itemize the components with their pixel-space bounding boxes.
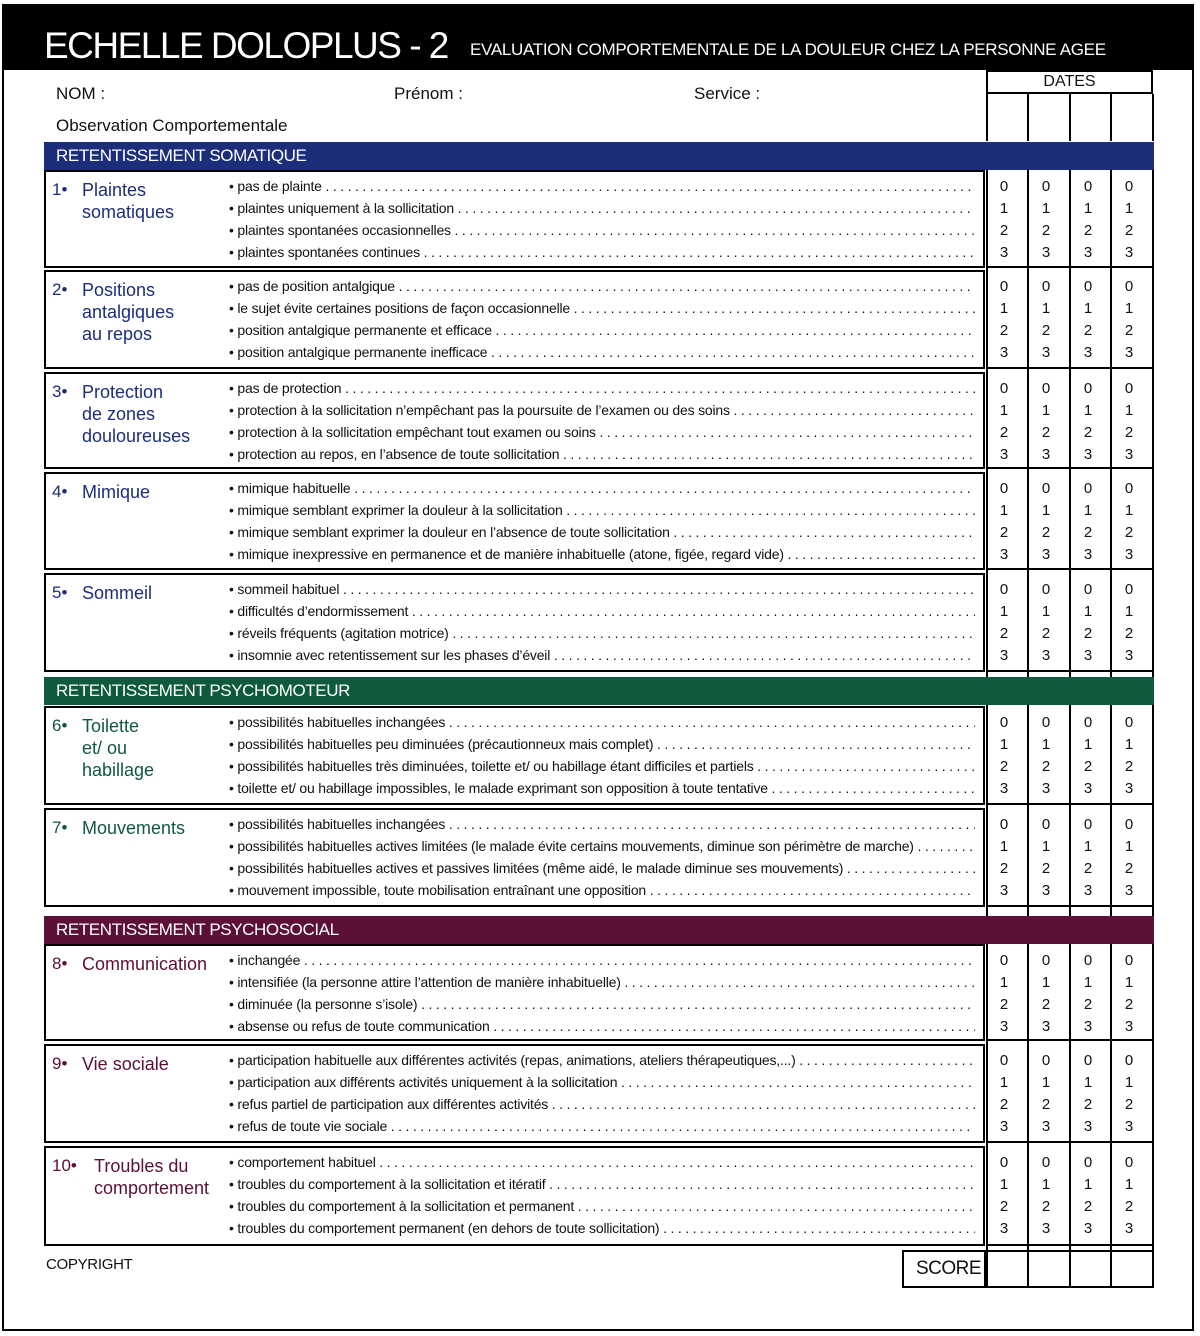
score-column-line bbox=[1027, 944, 1029, 1250]
score-option[interactable]: 2 bbox=[1083, 758, 1093, 775]
form-title: ECHELLE DOLOPLUS - 2 bbox=[44, 25, 448, 66]
section-header: RETENTISSEMENT SOMATIQUE bbox=[44, 142, 1154, 170]
score-option[interactable]: 1 bbox=[1124, 603, 1134, 620]
item-name: Mouvements bbox=[82, 818, 186, 838]
criterion-text: • participation habituelle aux différentes activités (repas, animations, ateliers thérapeutiques,...) . . . bbox=[229, 1050, 975, 1070]
item-name: antalgiques bbox=[82, 302, 175, 322]
score-option[interactable]: 0 bbox=[1041, 952, 1051, 969]
score-option[interactable]: 1 bbox=[1124, 974, 1134, 991]
score-column-line bbox=[1110, 705, 1112, 916]
score-column-line bbox=[1027, 705, 1029, 916]
score-option[interactable]: 1 bbox=[999, 502, 1009, 519]
score-option[interactable]: 0 bbox=[1083, 816, 1093, 833]
score-option[interactable]: 3 bbox=[1083, 780, 1093, 797]
criterion-text: • mimique habituelle . . . bbox=[229, 478, 975, 498]
score-option[interactable]: 1 bbox=[1124, 402, 1134, 419]
score-option[interactable]: 1 bbox=[1124, 300, 1134, 317]
item-number: 3• bbox=[52, 382, 68, 401]
criterion-text: • absense ou refus de toute communication . . . bbox=[229, 1016, 975, 1036]
score-option[interactable]: 2 bbox=[1041, 222, 1051, 239]
score-option[interactable]: 0 bbox=[1124, 1052, 1134, 1069]
score-option[interactable]: 0 bbox=[1083, 714, 1093, 731]
score-option[interactable]: 3 bbox=[1124, 1118, 1134, 1135]
score-option[interactable]: 0 bbox=[1124, 952, 1134, 969]
score-option[interactable]: 3 bbox=[1124, 1018, 1134, 1035]
criterion-text: • refus partiel de participation aux différentes activités . . . bbox=[229, 1094, 975, 1114]
score-option[interactable]: 2 bbox=[1124, 222, 1134, 239]
criterion-text: • mimique semblant exprimer la douleur en l’absence de toute sollicitation . . . bbox=[229, 522, 975, 542]
score-option[interactable]: 1 bbox=[1041, 1176, 1051, 1193]
score-option[interactable]: 0 bbox=[999, 178, 1009, 195]
criterion-text: • le sujet évite certaines positions de façon occasionnelle . . . bbox=[229, 298, 975, 318]
score-option[interactable]: 0 bbox=[999, 816, 1009, 833]
date-column-2[interactable] bbox=[1027, 94, 1069, 141]
item-number: 6• bbox=[52, 716, 68, 735]
criterion-text: • refus de toute vie sociale . . . bbox=[229, 1116, 975, 1136]
score-option[interactable]: 1 bbox=[999, 603, 1009, 620]
form-subtitle: EVALUATION COMPORTEMENTALE DE LA DOULEUR CHEZ LA PERSONNE AGEE bbox=[470, 40, 1106, 59]
item-number: 1• bbox=[52, 180, 68, 199]
score-option[interactable]: 3 bbox=[1083, 1118, 1093, 1135]
item-number: 7• bbox=[52, 818, 68, 837]
criterion-text: • position antalgique permanente inefficace . . . bbox=[229, 342, 975, 362]
score-option[interactable]: 2 bbox=[1041, 424, 1051, 441]
score-option[interactable]: 3 bbox=[1083, 647, 1093, 664]
item-name: et/ ou bbox=[82, 738, 128, 758]
score-column-line bbox=[1152, 705, 1154, 916]
score-option[interactable]: 2 bbox=[1083, 625, 1093, 642]
score-option[interactable]: 2 bbox=[1124, 860, 1134, 877]
criterion-text: • plaintes spontanées continues . . . bbox=[229, 242, 975, 262]
score-option[interactable]: 2 bbox=[1083, 524, 1093, 541]
score-option[interactable]: 2 bbox=[1041, 758, 1051, 775]
score-option[interactable]: 2 bbox=[1083, 860, 1093, 877]
score-option[interactable]: 3 bbox=[1041, 1018, 1051, 1035]
score-option[interactable]: 3 bbox=[1041, 244, 1051, 261]
score-option[interactable]: 0 bbox=[999, 1154, 1009, 1171]
score-option[interactable]: 1 bbox=[1041, 300, 1051, 317]
score-option[interactable]: 3 bbox=[1041, 647, 1051, 664]
score-option[interactable]: 2 bbox=[1124, 524, 1134, 541]
score-option[interactable]: 1 bbox=[999, 974, 1009, 991]
score-option[interactable]: 0 bbox=[1124, 380, 1134, 397]
score-option[interactable]: 2 bbox=[999, 222, 1009, 239]
score-option[interactable]: 2 bbox=[999, 1198, 1009, 1215]
score-option[interactable]: 0 bbox=[999, 1052, 1009, 1069]
score-column-line bbox=[1152, 170, 1154, 677]
observation-label: Observation Comportementale bbox=[56, 116, 288, 135]
score-option[interactable]: 1 bbox=[1124, 200, 1134, 217]
score-divider bbox=[1110, 1252, 1112, 1286]
score-column-line bbox=[1027, 170, 1029, 677]
item-name: Toilette bbox=[82, 716, 140, 736]
score-option[interactable]: 0 bbox=[999, 952, 1009, 969]
score-option[interactable]: 1 bbox=[1041, 402, 1051, 419]
score-option[interactable]: 1 bbox=[1083, 974, 1093, 991]
score-column-line bbox=[986, 170, 988, 677]
criterion-text: • possibilités habituelles inchangées . . . bbox=[229, 814, 975, 834]
score-option[interactable]: 0 bbox=[1124, 480, 1134, 497]
item-name: au repos bbox=[82, 324, 153, 344]
score-option[interactable]: 0 bbox=[1083, 1154, 1093, 1171]
criterion-text: • possibilités habituelles inchangées . . . bbox=[229, 712, 975, 732]
criterion-text: • troubles du comportement permanent (en dehors de toute sollicitation) . . . bbox=[229, 1218, 975, 1238]
score-option[interactable]: 1 bbox=[1083, 502, 1093, 519]
score-option[interactable]: 0 bbox=[1083, 178, 1093, 195]
item-name: Troubles du bbox=[94, 1156, 189, 1176]
score-option[interactable]: 2 bbox=[1124, 758, 1134, 775]
score-column-line bbox=[1110, 944, 1112, 1250]
score-option[interactable]: 1 bbox=[1041, 838, 1051, 855]
score-option[interactable]: 0 bbox=[1083, 278, 1093, 295]
score-option[interactable]: 0 bbox=[999, 380, 1009, 397]
score-option[interactable]: 0 bbox=[1083, 1052, 1093, 1069]
score-column-line bbox=[1110, 170, 1112, 677]
criterion-text: • protection à la sollicitation empêchant tout examen ou soins . . . bbox=[229, 422, 975, 442]
score-option[interactable]: 1 bbox=[1124, 838, 1134, 855]
score-option[interactable]: 0 bbox=[1124, 1154, 1134, 1171]
score-column-line bbox=[1069, 170, 1071, 677]
score-option[interactable]: 2 bbox=[999, 424, 1009, 441]
score-option[interactable]: 2 bbox=[1124, 996, 1134, 1013]
score-option[interactable]: 1 bbox=[1083, 838, 1093, 855]
score-option[interactable]: 3 bbox=[1124, 647, 1134, 664]
criterion-text: • inchangée . . . bbox=[229, 950, 975, 970]
item-name: de zones bbox=[82, 404, 156, 424]
score-option[interactable]: 3 bbox=[999, 780, 1009, 797]
score-option[interactable]: 3 bbox=[1124, 244, 1134, 261]
score-option[interactable]: 1 bbox=[1041, 200, 1051, 217]
score-option[interactable]: 0 bbox=[1083, 581, 1093, 598]
score-option[interactable]: 0 bbox=[1041, 480, 1051, 497]
criterion-text: • plaintes spontanées occasionnelles . . . bbox=[229, 220, 975, 240]
service-label: Service : bbox=[694, 84, 761, 103]
criterion-text: • protection au repos, en l’absence de toute sollicitation . . . bbox=[229, 444, 975, 464]
criterion-text: • possibilités habituelles peu diminuées (précautionneux mais complet) . . . bbox=[229, 734, 975, 754]
score-option[interactable]: 0 bbox=[1041, 581, 1051, 598]
criterion-text: • protection à la sollicitation n’empêchant pas la poursuite de l’examen ou des soins . . . bbox=[229, 400, 975, 420]
score-option[interactable]: 3 bbox=[1124, 446, 1134, 463]
score-option[interactable]: 1 bbox=[1041, 1074, 1051, 1091]
criterion-text: • insomnie avec retentissement sur les phases d’éveil . . . bbox=[229, 645, 975, 665]
score-option[interactable]: 2 bbox=[1083, 1198, 1093, 1215]
score-option[interactable]: 0 bbox=[1124, 278, 1134, 295]
criterion-text: • pas de position antalgique . . . bbox=[229, 276, 975, 296]
score-option[interactable]: 1 bbox=[999, 300, 1009, 317]
score-option[interactable]: 0 bbox=[1041, 380, 1051, 397]
item-number: 10• bbox=[52, 1156, 77, 1175]
score-option[interactable]: 0 bbox=[1041, 278, 1051, 295]
score-option[interactable]: 2 bbox=[1083, 996, 1093, 1013]
item-name: somatiques bbox=[82, 202, 175, 222]
score-option[interactable]: 2 bbox=[999, 758, 1009, 775]
score-option[interactable]: 1 bbox=[999, 200, 1009, 217]
score-option[interactable]: 2 bbox=[1124, 322, 1134, 339]
score-option[interactable]: 3 bbox=[1041, 882, 1051, 899]
score-option[interactable]: 0 bbox=[999, 480, 1009, 497]
score-option[interactable]: 2 bbox=[1083, 322, 1093, 339]
score-option[interactable]: 3 bbox=[999, 1220, 1009, 1237]
score-option[interactable]: 3 bbox=[1083, 1018, 1093, 1035]
score-option[interactable]: 3 bbox=[1041, 446, 1051, 463]
score-column-line bbox=[1069, 705, 1071, 916]
score-option[interactable]: 2 bbox=[999, 625, 1009, 642]
score-option[interactable]: 1 bbox=[999, 736, 1009, 753]
score-option[interactable]: 1 bbox=[1083, 402, 1093, 419]
score-option[interactable]: 1 bbox=[999, 838, 1009, 855]
score-option[interactable]: 1 bbox=[999, 1074, 1009, 1091]
score-column-line bbox=[1152, 944, 1154, 1250]
score-option[interactable]: 1 bbox=[1124, 1074, 1134, 1091]
score-option[interactable]: 1 bbox=[1124, 736, 1134, 753]
criterion-text: • pas de plainte . . . bbox=[229, 176, 975, 196]
score-option[interactable]: 2 bbox=[1083, 1096, 1093, 1113]
score-option[interactable]: 0 bbox=[999, 581, 1009, 598]
criterion-text: • troubles du comportement à la sollicitation et itératif . . . bbox=[229, 1174, 975, 1194]
item-number: 9• bbox=[52, 1054, 68, 1073]
score-option[interactable]: 3 bbox=[1124, 882, 1134, 899]
score-option[interactable]: 1 bbox=[1083, 300, 1093, 317]
score-option[interactable]: 2 bbox=[1083, 222, 1093, 239]
score-option[interactable]: 3 bbox=[1083, 244, 1093, 261]
score-option[interactable]: 3 bbox=[999, 546, 1009, 563]
score-total-row bbox=[986, 1250, 1154, 1288]
score-option[interactable]: 2 bbox=[1041, 524, 1051, 541]
score-option[interactable]: 3 bbox=[1083, 882, 1093, 899]
score-option[interactable]: 0 bbox=[1124, 581, 1134, 598]
criterion-text: • pas de protection . . . bbox=[229, 378, 975, 398]
score-option[interactable]: 0 bbox=[1041, 816, 1051, 833]
score-option[interactable]: 3 bbox=[1083, 1220, 1093, 1237]
criterion-text: • diminuée (la personne s’isole) . . . bbox=[229, 994, 975, 1014]
dates-header: DATES bbox=[986, 70, 1153, 94]
score-option[interactable]: 0 bbox=[999, 714, 1009, 731]
score-option[interactable]: 0 bbox=[1041, 178, 1051, 195]
item-name: comportement bbox=[94, 1178, 210, 1198]
criterion-text: • possibilités habituelles actives et passives limitées (même aidé, le malade diminue ses mouvements) . . . bbox=[229, 858, 975, 878]
score-option[interactable]: 3 bbox=[999, 1118, 1009, 1135]
item-name: Vie sociale bbox=[82, 1054, 169, 1074]
score-option[interactable]: 2 bbox=[999, 860, 1009, 877]
date-column-3[interactable] bbox=[1069, 94, 1111, 141]
prenom-label: Prénom : bbox=[394, 84, 463, 103]
item-name: douloureuses bbox=[82, 426, 191, 446]
score-option[interactable]: 3 bbox=[1041, 1118, 1051, 1135]
score-option[interactable]: 0 bbox=[1124, 178, 1134, 195]
date-column-1[interactable] bbox=[986, 94, 1028, 141]
score-option[interactable]: 3 bbox=[1083, 546, 1093, 563]
item-number: 4• bbox=[52, 482, 68, 501]
item-number: 5• bbox=[52, 583, 68, 602]
score-option[interactable]: 1 bbox=[1083, 1074, 1093, 1091]
score-column-line bbox=[986, 944, 988, 1250]
criterion-text: • difficultés d’endormissement . . . bbox=[229, 601, 975, 621]
score-option[interactable]: 3 bbox=[999, 647, 1009, 664]
score-option[interactable]: 0 bbox=[1083, 952, 1093, 969]
item-name: Communication bbox=[82, 954, 208, 974]
score-option[interactable]: 2 bbox=[999, 322, 1009, 339]
score-label: SCORE bbox=[902, 1250, 986, 1288]
criterion-text: • mimique semblant exprimer la douleur à la sollicitation . . . bbox=[229, 500, 975, 520]
section-header: RETENTISSEMENT PSYCHOSOCIAL bbox=[44, 916, 1154, 944]
score-option[interactable]: 2 bbox=[1124, 1096, 1134, 1113]
criterion-text: • mouvement impossible, toute mobilisation entraînant une opposition . . . bbox=[229, 880, 975, 900]
score-option[interactable]: 3 bbox=[1041, 546, 1051, 563]
item-name: Plaintes bbox=[82, 180, 147, 200]
criterion-text: • possibilités habituelles actives limitées (le malade évite certains mouvements, diminue son périmètre de marche) . . . bbox=[229, 836, 975, 856]
criterion-text: • position antalgique permanente et efficace . . . bbox=[229, 320, 975, 340]
score-column-line bbox=[986, 705, 988, 916]
score-option[interactable]: 2 bbox=[1041, 1198, 1051, 1215]
score-option[interactable]: 2 bbox=[1124, 625, 1134, 642]
score-option[interactable]: 1 bbox=[1041, 603, 1051, 620]
date-column-right-border bbox=[1152, 94, 1154, 141]
criterion-text: • toilette et/ ou habillage impossibles, le malade exprimant son opposition à toute tentative . . . bbox=[229, 778, 975, 798]
score-option[interactable]: 1 bbox=[1124, 1176, 1134, 1193]
score-option[interactable]: 2 bbox=[1083, 424, 1093, 441]
item-name: Protection bbox=[82, 382, 164, 402]
score-option[interactable]: 3 bbox=[1041, 780, 1051, 797]
score-option[interactable]: 1 bbox=[999, 1176, 1009, 1193]
score-option[interactable]: 2 bbox=[999, 1096, 1009, 1113]
score-option[interactable]: 0 bbox=[999, 278, 1009, 295]
score-option[interactable]: 1 bbox=[1083, 736, 1093, 753]
score-option[interactable]: 3 bbox=[1124, 1220, 1134, 1237]
score-option[interactable]: 3 bbox=[1083, 344, 1093, 361]
nom-label: NOM : bbox=[56, 84, 106, 103]
score-option[interactable]: 2 bbox=[1041, 1096, 1051, 1113]
score-option[interactable]: 1 bbox=[1041, 736, 1051, 753]
score-option[interactable]: 2 bbox=[1041, 860, 1051, 877]
item-name: Positions bbox=[82, 280, 156, 300]
criterion-text: • sommeil habituel . . . bbox=[229, 579, 975, 599]
score-option[interactable]: 2 bbox=[999, 524, 1009, 541]
title-bar bbox=[2, 4, 1194, 70]
score-option[interactable]: 3 bbox=[999, 446, 1009, 463]
score-option[interactable]: 3 bbox=[999, 1018, 1009, 1035]
score-option[interactable]: 0 bbox=[1041, 1154, 1051, 1171]
score-option[interactable]: 0 bbox=[1041, 1052, 1051, 1069]
score-divider bbox=[1069, 1252, 1071, 1286]
score-option[interactable]: 3 bbox=[1124, 780, 1134, 797]
score-divider bbox=[1027, 1252, 1029, 1286]
score-option[interactable]: 1 bbox=[1083, 1176, 1093, 1193]
score-option[interactable]: 2 bbox=[1041, 322, 1051, 339]
score-option[interactable]: 2 bbox=[1124, 1198, 1134, 1215]
score-option[interactable]: 3 bbox=[1083, 446, 1093, 463]
score-option[interactable]: 1 bbox=[1041, 502, 1051, 519]
score-option[interactable]: 2 bbox=[999, 996, 1009, 1013]
score-option[interactable]: 1 bbox=[1041, 974, 1051, 991]
score-option[interactable]: 3 bbox=[1124, 546, 1134, 563]
criterion-text: • participation aux différents activités uniquement à la sollicitation . . . bbox=[229, 1072, 975, 1092]
score-option[interactable]: 1 bbox=[1083, 200, 1093, 217]
criterion-text: • comportement habituel . . . bbox=[229, 1152, 975, 1172]
item-name: Mimique bbox=[82, 482, 151, 502]
item-number: 8• bbox=[52, 954, 68, 973]
score-option[interactable]: 3 bbox=[999, 344, 1009, 361]
score-option[interactable]: 3 bbox=[1041, 1220, 1051, 1237]
score-option[interactable]: 1 bbox=[999, 402, 1009, 419]
section-header: RETENTISSEMENT PSYCHOMOTEUR bbox=[44, 677, 1154, 705]
score-option[interactable]: 1 bbox=[1083, 603, 1093, 620]
score-option[interactable]: 2 bbox=[1124, 424, 1134, 441]
criterion-text: • possibilités habituelles très diminuées, toilette et/ ou habillage étant difficiles et partiels . . . bbox=[229, 756, 975, 776]
score-option[interactable]: 0 bbox=[1124, 714, 1134, 731]
score-option[interactable]: 0 bbox=[1124, 816, 1134, 833]
criterion-text: • troubles du comportement à la sollicitation et permanent . . . bbox=[229, 1196, 975, 1216]
criterion-text: • mimique inexpressive en permanence et de manière inhabituelle (atone, figée, regard vide) . . . bbox=[229, 544, 975, 564]
criterion-text: • intensifiée (la personne attire l’attention de manière inhabituelle) . . . bbox=[229, 972, 975, 992]
score-column-line bbox=[1069, 944, 1071, 1250]
score-option[interactable]: 1 bbox=[1124, 502, 1134, 519]
score-option[interactable]: 3 bbox=[1041, 344, 1051, 361]
score-option[interactable]: 0 bbox=[1083, 380, 1093, 397]
score-option[interactable]: 0 bbox=[1041, 714, 1051, 731]
score-option[interactable]: 0 bbox=[1083, 480, 1093, 497]
score-option[interactable]: 3 bbox=[999, 882, 1009, 899]
score-option[interactable]: 2 bbox=[1041, 625, 1051, 642]
criterion-text: • plaintes uniquement à la sollicitation . . . bbox=[229, 198, 975, 218]
date-column-4[interactable] bbox=[1110, 94, 1152, 141]
criterion-text: • réveils fréquents (agitation motrice) . . . bbox=[229, 623, 975, 643]
score-option[interactable]: 3 bbox=[1124, 344, 1134, 361]
score-option[interactable]: 2 bbox=[1041, 996, 1051, 1013]
item-name: habillage bbox=[82, 760, 155, 780]
item-name: Sommeil bbox=[82, 583, 153, 603]
copyright-text: COPYRIGHT bbox=[46, 1256, 133, 1273]
item-number: 2• bbox=[52, 280, 68, 299]
score-option[interactable]: 3 bbox=[999, 244, 1009, 261]
